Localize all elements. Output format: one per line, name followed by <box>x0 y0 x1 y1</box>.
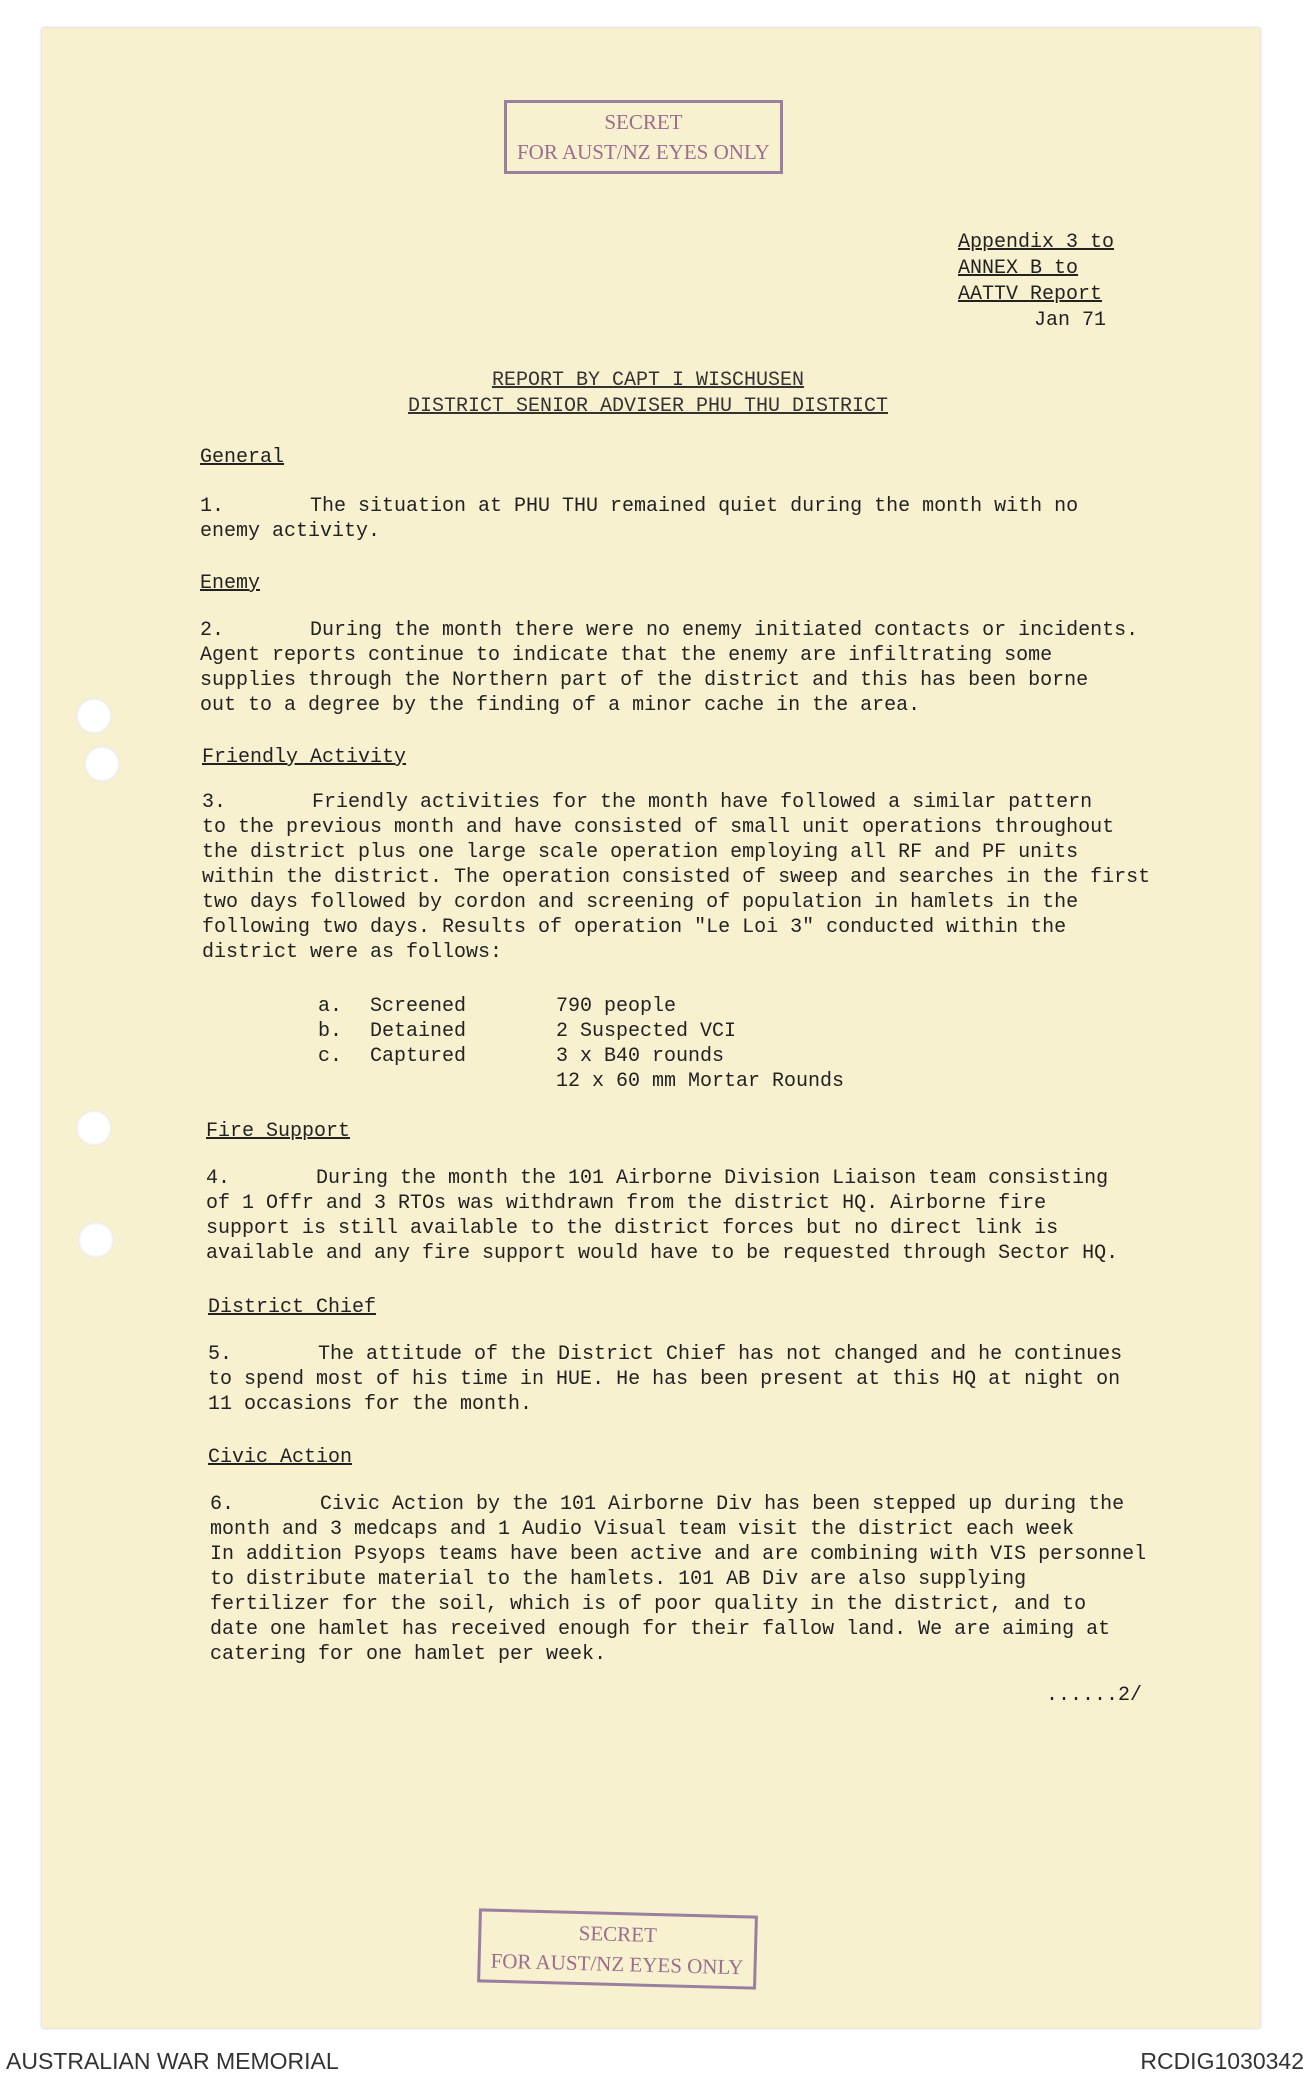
result-value: 790 people <box>556 995 677 1018</box>
stamp-line-1: SECRET <box>578 1920 658 1948</box>
title-line-1: REPORT BY CAPT I WISCHUSEN <box>491 369 805 392</box>
heading-enemy: Enemy <box>200 572 261 595</box>
punch-hole <box>78 1222 114 1258</box>
result-label: a. <box>318 995 343 1018</box>
paragraph-district-chief <box>208 1342 1198 1417</box>
footer-archive-name: AUSTRALIAN WAR MEMORIAL <box>6 2048 339 2074</box>
ref-report: AATTV Report <box>958 283 1103 306</box>
appendix-reference <box>958 230 1114 334</box>
paragraph-general <box>200 494 1190 544</box>
heading-district-chief: District Chief <box>208 1296 377 1319</box>
paragraph-number: 1. <box>200 495 225 518</box>
paragraph-number: 4. <box>206 1167 231 1190</box>
result-item: Screened <box>370 995 467 1018</box>
result-label: c. <box>318 1045 343 1068</box>
paragraph-text: The situation at PHU THU remained quiet during the month with no enemy activity. <box>200 495 1079 543</box>
report-title <box>398 368 898 420</box>
paragraph-friendly-activity <box>202 790 1192 965</box>
punch-hole <box>76 1110 112 1146</box>
ref-appendix: Appendix 3 to <box>958 231 1115 254</box>
stamp-line-2: FOR AUST/NZ EYES ONLY <box>490 1948 744 1980</box>
heading-civic-action: Civic Action <box>208 1446 353 1469</box>
paragraph-text: Friendly activities for the month have followed a similar pattern to the previous month and have consisted of small unit operations throughout the district plus one large scale operation employing all RF and PF units within the district. The operation consisted of sweep and searches in the first two days followed by cordon and screening of population in hamlets in the following two days. Results of operation "Le Loi 3" conducted within the district were as follows: <box>202 791 1151 964</box>
heading-fire-support: Fire Support <box>206 1120 351 1143</box>
paragraph-number: 5. <box>208 1343 233 1366</box>
classification-stamp-top <box>504 100 783 174</box>
paragraph-number: 2. <box>200 619 225 642</box>
classification-stamp-bottom <box>477 1908 758 1989</box>
punch-hole <box>76 698 112 734</box>
title-line-2: DISTRICT SENIOR ADVISER PHU THU DISTRICT <box>407 395 889 418</box>
heading-friendly-activity: Friendly Activity <box>202 746 407 769</box>
result-row <box>318 1019 844 1044</box>
result-value: 2 Suspected VCI <box>556 1020 737 1043</box>
continuation-marker: ......2/ <box>1046 1684 1143 1707</box>
punch-hole <box>84 746 120 782</box>
result-item: Captured <box>370 1045 467 1068</box>
stamp-line-2: FOR AUST/NZ EYES ONLY <box>517 140 770 164</box>
result-value: 3 x B40 rounds <box>556 1045 725 1068</box>
paragraph-enemy <box>200 618 1190 718</box>
paragraph-text: During the month there were no enemy initiated contacts or incidents. Agent reports continue to indicate that the enemy are infiltrating some supplies through the Northern part of the district and this has been borne out to a degree by the finding of a minor cache in the area. <box>200 619 1139 717</box>
result-item: Detained <box>370 1020 467 1043</box>
result-row <box>318 994 844 1019</box>
paragraph-number: 3. <box>202 791 227 814</box>
result-label: b. <box>318 1020 343 1043</box>
result-row <box>318 1044 844 1069</box>
paragraph-civic-action <box>210 1492 1200 1667</box>
paragraph-text: Civic Action by the 101 Airborne Div has been stepped up during the month and 3 medcaps and 1 Audio Visual team visit the district each week In addition Psyops teams have been active and are combining with VIS personnel to distribute material to the hamlets. 101 AB Div are also supplying fertilizer for the soil, which is of poor quality in the district, and to date one hamlet has received enough for their fallow land. We are aiming at catering for one hamlet per week. <box>210 1493 1147 1666</box>
stamp-line-1: SECRET <box>604 110 683 134</box>
ref-annex: ANNEX B to <box>958 257 1079 280</box>
operation-results <box>318 994 844 1094</box>
paragraph-text: The attitude of the District Chief has not changed and he continues to spend most of his time in HUE. He has been present at this HQ at night on 11 occasions for the month. <box>208 1343 1123 1416</box>
ref-date: Jan 71 <box>1034 309 1107 332</box>
paragraph-number: 6. <box>210 1493 235 1516</box>
result-value-extra: 12 x 60 mm Mortar Rounds <box>556 1070 845 1093</box>
footer-record-id: RCDIG1030342 <box>1140 2048 1304 2074</box>
paragraph-text: During the month the 101 Airborne Division Liaison team consisting of 1 Offr and 3 RTOs was withdrawn from the district HQ. Airborne fire support is still available to the district forces but no direct link is available and any fire support would have to be requested through Sector HQ. <box>206 1167 1119 1265</box>
paragraph-fire-support <box>206 1166 1196 1266</box>
heading-general: General <box>200 446 285 469</box>
